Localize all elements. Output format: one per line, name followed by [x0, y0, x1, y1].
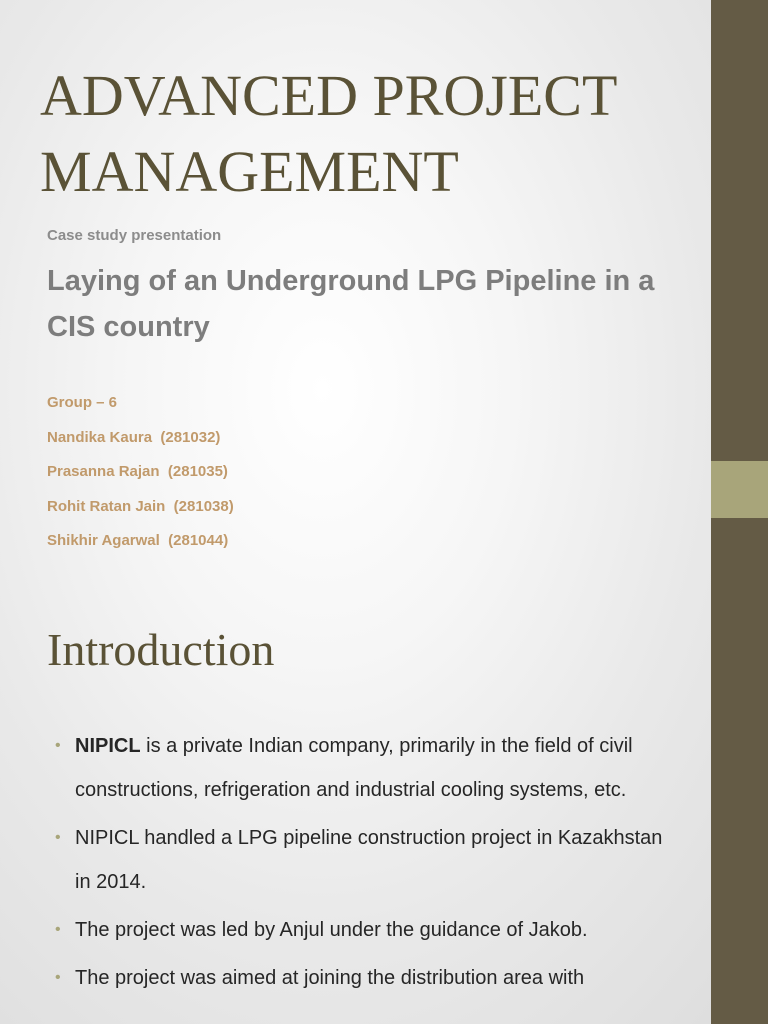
bullet-lead: NIPICL	[75, 735, 141, 757]
group-member: Prasanna Rajan (281035)	[47, 463, 228, 480]
group-member: Shikhir Agarwal (281044)	[47, 532, 229, 549]
group-member-list	[47, 386, 234, 559]
bullet-dot-icon: •	[55, 921, 61, 938]
bullet-item	[47, 908, 667, 952]
introduction-bullet-list	[47, 724, 667, 1004]
bullet-item	[47, 816, 667, 904]
bullet-text: The project was led by Anjul under the guidance of Jakob.	[75, 919, 588, 941]
bullet-text: is a private Indian company, primarily in the field of civil constructions, refrigeration and industrial cooling systems, etc.	[75, 735, 633, 801]
bullet-dot-icon: •	[55, 969, 61, 986]
group-member: Nandika Kaura (281032)	[47, 428, 221, 446]
bullet-text: The project was aimed at joining the distribution area with	[75, 967, 585, 989]
bullet-item	[47, 956, 667, 1000]
group-member: Rohit Ratan Jain (281038)	[47, 497, 234, 515]
sidebar-accent-block	[711, 461, 768, 518]
group-label: Group – 6	[47, 394, 118, 411]
presentation-subtitle: Case study presentation	[47, 227, 222, 244]
bullet-dot-icon: •	[55, 829, 61, 846]
bullet-text: NIPICL handled a LPG pipeline construction project in Kazakhstan in 2014.	[75, 827, 663, 893]
bullet-item	[47, 724, 667, 812]
bullet-dot-icon: •	[55, 737, 61, 754]
introduction-heading: Introduction	[47, 624, 275, 675]
case-study-title: Laying of an Underground LPG Pipeline in a CIS country	[47, 265, 655, 343]
presentation-title: ADVANCED PROJECT MANAGEMENT	[40, 63, 617, 204]
